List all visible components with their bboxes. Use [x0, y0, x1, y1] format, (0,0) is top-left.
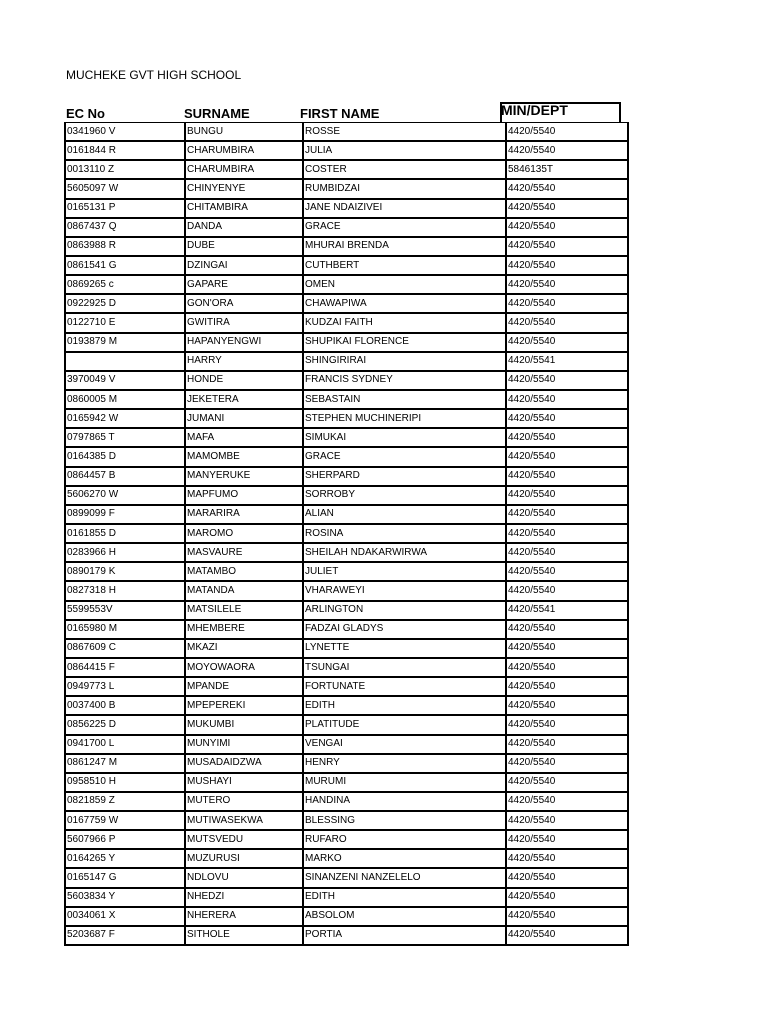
table-row — [65, 486, 628, 505]
ec-no-cell: 0165147 G — [65, 868, 185, 887]
first-name-cell: JULIA — [303, 141, 506, 160]
surname-cell: GAPARE — [185, 275, 303, 294]
ec-no-cell: 5599553V — [65, 601, 185, 620]
first-name-cell: SHERPARD — [303, 467, 506, 486]
header-min-dept: MIN/DEPT — [501, 102, 568, 118]
table-row — [65, 447, 628, 466]
ec-no-cell: 0863988 R — [65, 237, 185, 256]
table-row — [65, 467, 628, 486]
first-name-cell: HENRY — [303, 754, 506, 773]
table-row — [65, 581, 628, 600]
ec-no-cell: 0341960 V — [65, 123, 185, 142]
first-name-cell: FORTUNATE — [303, 677, 506, 696]
table-row — [65, 735, 628, 754]
min-dept-cell: 4420/5540 — [506, 294, 628, 313]
surname-cell: MHEMBERE — [185, 620, 303, 639]
first-name-cell: SHUPIKAI FLORENCE — [303, 333, 506, 352]
min-dept-cell: 4420/5540 — [506, 390, 628, 409]
ec-no-cell: 0161844 R — [65, 141, 185, 160]
table-row — [65, 754, 628, 773]
min-dept-cell: 4420/5540 — [506, 620, 628, 639]
ec-no-cell: 0941700 L — [65, 735, 185, 754]
first-name-cell: STEPHEN MUCHINERIPI — [303, 409, 506, 428]
first-name-cell: BLESSING — [303, 811, 506, 830]
first-name-cell: VHARAWEYI — [303, 581, 506, 600]
surname-cell: MANYERUKE — [185, 467, 303, 486]
table-row — [65, 275, 628, 294]
first-name-cell: EDITH — [303, 696, 506, 715]
first-name-cell: SORROBY — [303, 486, 506, 505]
surname-cell: HONDE — [185, 371, 303, 390]
surname-cell: CHINYENYE — [185, 179, 303, 198]
ec-no-cell: 0122710 E — [65, 313, 185, 332]
table-row — [65, 237, 628, 256]
table-row — [65, 888, 628, 907]
surname-cell: MUNYIMI — [185, 735, 303, 754]
ec-no-cell: 5605097 W — [65, 179, 185, 198]
min-dept-cell: 4420/5540 — [506, 505, 628, 524]
surname-cell: DANDA — [185, 218, 303, 237]
first-name-cell: ROSSE — [303, 123, 506, 142]
min-dept-cell: 4420/5540 — [506, 811, 628, 830]
ec-no-cell: 0797865 T — [65, 428, 185, 447]
ec-no-cell: 0867437 Q — [65, 218, 185, 237]
min-dept-cell: 4420/5540 — [506, 562, 628, 581]
min-dept-cell: 4420/5540 — [506, 639, 628, 658]
table-row — [65, 773, 628, 792]
ec-no-cell: 0949773 L — [65, 677, 185, 696]
surname-cell: JEKETERA — [185, 390, 303, 409]
ec-no-cell: 0165942 W — [65, 409, 185, 428]
surname-cell: MATANDA — [185, 581, 303, 600]
surname-cell: HARRY — [185, 352, 303, 371]
surname-cell: JUMANI — [185, 409, 303, 428]
first-name-cell: EDITH — [303, 888, 506, 907]
min-dept-cell: 4420/5540 — [506, 275, 628, 294]
surname-cell: SITHOLE — [185, 926, 303, 945]
table-row — [65, 313, 628, 332]
table-row — [65, 524, 628, 543]
table-row — [65, 792, 628, 811]
first-name-cell: CHAWAPIWA — [303, 294, 506, 313]
surname-cell: MUTSVEDU — [185, 830, 303, 849]
surname-cell: GON'ORA — [185, 294, 303, 313]
first-name-cell: MURUMI — [303, 773, 506, 792]
min-dept-cell: 4420/5540 — [506, 333, 628, 352]
surname-cell: MATSILELE — [185, 601, 303, 620]
min-dept-cell: 4420/5540 — [506, 447, 628, 466]
min-dept-cell: 4420/5540 — [506, 486, 628, 505]
min-dept-cell: 4420/5540 — [506, 754, 628, 773]
first-name-cell: MARKO — [303, 849, 506, 868]
min-dept-cell: 4420/5540 — [506, 677, 628, 696]
surname-cell: DUBE — [185, 237, 303, 256]
table-row — [65, 868, 628, 887]
ec-no-cell: 0860005 M — [65, 390, 185, 409]
first-name-cell: COSTER — [303, 160, 506, 179]
ec-no-cell: 5607966 P — [65, 830, 185, 849]
table-row — [65, 179, 628, 198]
surname-cell: MKAZI — [185, 639, 303, 658]
surname-cell: MPANDE — [185, 677, 303, 696]
surname-cell: HAPANYENGWI — [185, 333, 303, 352]
min-dept-cell: 4420/5540 — [506, 792, 628, 811]
surname-cell: DZINGAI — [185, 256, 303, 275]
min-dept-cell: 4420/5540 — [506, 868, 628, 887]
ec-no-cell: 0899099 F — [65, 505, 185, 524]
table-row — [65, 505, 628, 524]
first-name-cell: GRACE — [303, 218, 506, 237]
table-row — [65, 428, 628, 447]
surname-cell: CHARUMBIRA — [185, 160, 303, 179]
ec-no-cell: 0161855 D — [65, 524, 185, 543]
table-row — [65, 123, 628, 142]
first-name-cell: VENGAI — [303, 735, 506, 754]
surname-cell: BUNGU — [185, 123, 303, 142]
min-dept-cell: 4420/5540 — [506, 696, 628, 715]
ec-no-cell: 5203687 F — [65, 926, 185, 945]
ec-no-cell: 0869265 c — [65, 275, 185, 294]
first-name-cell: PORTIA — [303, 926, 506, 945]
surname-cell: MUSHAYI — [185, 773, 303, 792]
table-row — [65, 658, 628, 677]
min-dept-cell: 4420/5540 — [506, 199, 628, 218]
min-dept-cell: 4420/5540 — [506, 581, 628, 600]
min-dept-cell: 4420/5540 — [506, 715, 628, 734]
min-dept-cell: 4420/5540 — [506, 888, 628, 907]
surname-cell: MUKUMBI — [185, 715, 303, 734]
table-row — [65, 811, 628, 830]
table-row — [65, 677, 628, 696]
surname-cell: CHITAMBIRA — [185, 199, 303, 218]
min-dept-cell: 4420/5540 — [506, 371, 628, 390]
ec-no-cell: 3970049 V — [65, 371, 185, 390]
first-name-cell: SHINGIRIRAI — [303, 352, 506, 371]
min-dept-cell: 4420/5540 — [506, 179, 628, 198]
min-dept-cell: 4420/5540 — [506, 409, 628, 428]
first-name-cell: CUTHBERT — [303, 256, 506, 275]
min-dept-cell: 4420/5540 — [506, 830, 628, 849]
surname-cell: MUTIWASEKWA — [185, 811, 303, 830]
min-dept-cell: 4420/5540 — [506, 926, 628, 945]
min-dept-cell: 4420/5540 — [506, 218, 628, 237]
table-row — [65, 543, 628, 562]
min-dept-cell: 4420/5540 — [506, 658, 628, 677]
table-row — [65, 696, 628, 715]
min-dept-cell: 4420/5540 — [506, 849, 628, 868]
min-dept-cell: 4420/5540 — [506, 773, 628, 792]
surname-cell: MUSADAIDZWA — [185, 754, 303, 773]
table-row — [65, 390, 628, 409]
table-row — [65, 141, 628, 160]
surname-cell: MAMOMBE — [185, 447, 303, 466]
table-row — [65, 849, 628, 868]
surname-cell: MARARIRA — [185, 505, 303, 524]
ec-no-cell: 0165980 M — [65, 620, 185, 639]
ec-no-cell: 0013110 Z — [65, 160, 185, 179]
ec-no-cell: 0861247 M — [65, 754, 185, 773]
surname-cell: MATAMBO — [185, 562, 303, 581]
min-dept-cell: 4420/5540 — [506, 543, 628, 562]
first-name-cell: LYNETTE — [303, 639, 506, 658]
min-dept-cell: 4420/5540 — [506, 256, 628, 275]
ec-no-cell: 0164265 Y — [65, 849, 185, 868]
min-dept-cell: 4420/5540 — [506, 123, 628, 142]
table-row — [65, 562, 628, 581]
surname-cell: MAROMO — [185, 524, 303, 543]
table-row — [65, 160, 628, 179]
ec-no-cell: 0193879 M — [65, 333, 185, 352]
first-name-cell: JANE NDAIZIVEI — [303, 199, 506, 218]
first-name-cell: FADZAI GLADYS — [303, 620, 506, 639]
header-ec-no: EC No — [66, 106, 105, 121]
ec-no-cell: 0958510 H — [65, 773, 185, 792]
ec-no-cell: 0165131 P — [65, 199, 185, 218]
first-name-cell: ROSINA — [303, 524, 506, 543]
first-name-cell: RUFARO — [303, 830, 506, 849]
ec-no-cell: 0037400 B — [65, 696, 185, 715]
min-dept-cell: 4420/5540 — [506, 907, 628, 926]
table-row — [65, 926, 628, 945]
table-row — [65, 333, 628, 352]
min-dept-cell: 4420/5541 — [506, 601, 628, 620]
ec-no-cell: 0164385 D — [65, 447, 185, 466]
table-row — [65, 294, 628, 313]
surname-cell: MAPFUMO — [185, 486, 303, 505]
min-dept-cell: 4420/5540 — [506, 735, 628, 754]
min-dept-header-box — [500, 102, 621, 122]
ec-no-cell: 0167759 W — [65, 811, 185, 830]
table-row — [65, 199, 628, 218]
ec-no-cell: 0861541 G — [65, 256, 185, 275]
ec-no-cell: 0922925 D — [65, 294, 185, 313]
min-dept-cell: 4420/5540 — [506, 237, 628, 256]
min-dept-cell: 4420/5541 — [506, 352, 628, 371]
first-name-cell: SHEILAH NDAKARWIRWA — [303, 543, 506, 562]
table-row — [65, 830, 628, 849]
table-row — [65, 256, 628, 275]
first-name-cell: GRACE — [303, 447, 506, 466]
min-dept-cell: 4420/5540 — [506, 141, 628, 160]
staff-table — [64, 122, 629, 946]
first-name-cell: KUDZAI FAITH — [303, 313, 506, 332]
ec-no-cell: 5606270 W — [65, 486, 185, 505]
ec-no-cell: 0864457 B — [65, 467, 185, 486]
first-name-cell: PLATITUDE — [303, 715, 506, 734]
header-first-name: FIRST NAME — [300, 106, 380, 121]
table-row — [65, 409, 628, 428]
first-name-cell: FRANCIS SYDNEY — [303, 371, 506, 390]
first-name-cell: JULIET — [303, 562, 506, 581]
surname-cell: MUZURUSI — [185, 849, 303, 868]
surname-cell: NHERERA — [185, 907, 303, 926]
table-row — [65, 907, 628, 926]
surname-cell: MAFA — [185, 428, 303, 447]
min-dept-cell: 4420/5540 — [506, 524, 628, 543]
page-title: MUCHEKE GVT HIGH SCHOOL — [66, 68, 242, 82]
first-name-cell: ALIAN — [303, 505, 506, 524]
table-row — [65, 620, 628, 639]
ec-no-cell: 0283966 H — [65, 543, 185, 562]
first-name-cell: SIMUKAI — [303, 428, 506, 447]
table-row — [65, 639, 628, 658]
surname-cell: MOYOWAORA — [185, 658, 303, 677]
min-dept-cell: 4420/5540 — [506, 467, 628, 486]
surname-cell: MUTERO — [185, 792, 303, 811]
ec-no-cell: 0864415 F — [65, 658, 185, 677]
first-name-cell: SEBASTAIN — [303, 390, 506, 409]
ec-no-cell: 0856225 D — [65, 715, 185, 734]
first-name-cell: RUMBIDZAI — [303, 179, 506, 198]
surname-cell: GWITIRA — [185, 313, 303, 332]
first-name-cell: HANDINA — [303, 792, 506, 811]
ec-no-cell: 5603834 Y — [65, 888, 185, 907]
min-dept-cell: 4420/5540 — [506, 428, 628, 447]
ec-no-cell: 0034061 X — [65, 907, 185, 926]
header-surname: SURNAME — [184, 106, 250, 121]
min-dept-cell: 4420/5540 — [506, 313, 628, 332]
table-row — [65, 371, 628, 390]
first-name-cell: MHURAI BRENDA — [303, 237, 506, 256]
first-name-cell: TSUNGAI — [303, 658, 506, 677]
first-name-cell: OMEN — [303, 275, 506, 294]
table-row — [65, 715, 628, 734]
table-row — [65, 218, 628, 237]
surname-cell: CHARUMBIRA — [185, 141, 303, 160]
ec-no-cell — [65, 352, 185, 371]
first-name-cell: ARLINGTON — [303, 601, 506, 620]
ec-no-cell: 0821859 Z — [65, 792, 185, 811]
ec-no-cell: 0867609 C — [65, 639, 185, 658]
first-name-cell: ABSOLOM — [303, 907, 506, 926]
table-row — [65, 352, 628, 371]
surname-cell: MASVAURE — [185, 543, 303, 562]
staff-table-body — [65, 123, 628, 946]
surname-cell: MPEPEREKI — [185, 696, 303, 715]
table-row — [65, 601, 628, 620]
ec-no-cell: 0890179 K — [65, 562, 185, 581]
min-dept-cell: 5846135T — [506, 160, 628, 179]
first-name-cell: SINANZENI NANZELELO — [303, 868, 506, 887]
surname-cell: NHEDZI — [185, 888, 303, 907]
surname-cell: NDLOVU — [185, 868, 303, 887]
ec-no-cell: 0827318 H — [65, 581, 185, 600]
